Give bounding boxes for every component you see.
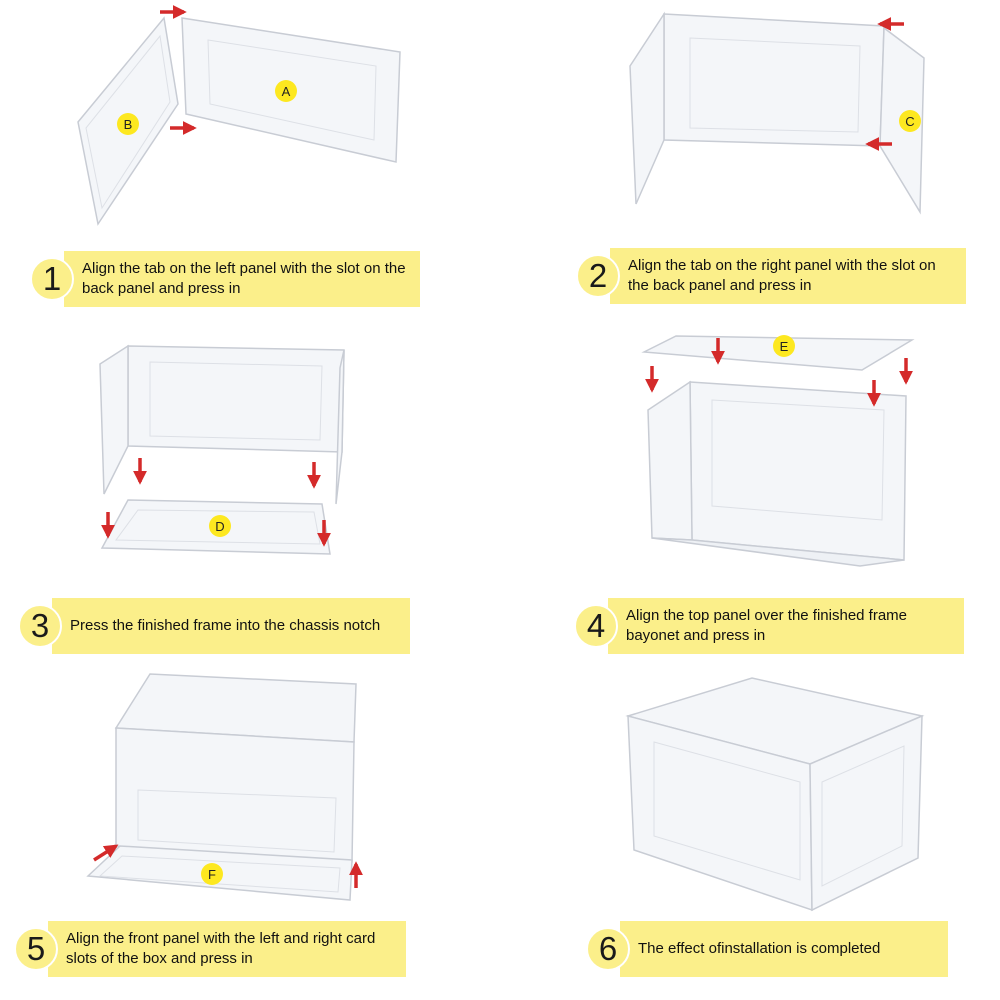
step-instruction: Align the tab on the right panel with the slot on the back panel and press in: [628, 257, 936, 294]
step-instruction: Align the tab on the left panel with the slot on the back panel and press in: [82, 260, 406, 297]
panel-label-b: B: [123, 117, 133, 132]
step-instruction: Align the front panel with the left and right card slots of the box and press in: [66, 930, 376, 967]
step6-illustration: [628, 678, 922, 910]
step-instruction: The effect ofinstallation is completed: [638, 940, 881, 957]
step4-illustration: [644, 336, 912, 566]
panel-label-c: C: [905, 114, 915, 129]
step-number-badge: 1: [30, 257, 74, 301]
step-number-badge: 4: [574, 604, 618, 648]
step-3-caption: [18, 598, 410, 654]
step5-illustration: [88, 674, 356, 900]
step2-illustration: [630, 14, 924, 212]
step-5-caption: [14, 921, 406, 977]
step-1-caption: [30, 251, 420, 307]
panel-label-d: D: [215, 519, 225, 534]
step-2-caption: [576, 248, 966, 304]
panel-label-a: A: [281, 84, 291, 99]
step-4-caption: [574, 598, 964, 654]
step-instruction: Press the finished frame into the chassis notch: [70, 617, 381, 634]
step-number-badge: 2: [576, 254, 620, 298]
step-number-badge: 5: [14, 927, 58, 971]
step-number-badge: 6: [586, 927, 630, 971]
step-6-caption: [586, 921, 948, 977]
panel-label-e: E: [779, 339, 789, 354]
panel-label-f: F: [208, 867, 216, 882]
step-instruction: Align the top panel over the finished frame bayonet and press in: [626, 607, 908, 644]
step-number-badge: 3: [18, 604, 62, 648]
